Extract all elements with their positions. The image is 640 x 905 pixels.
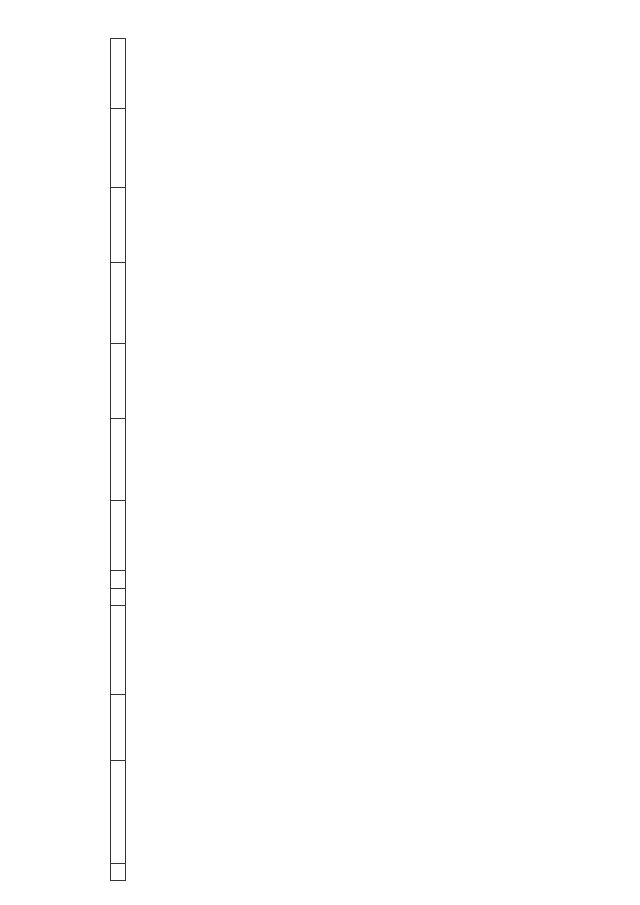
column-number-header (111, 571, 126, 588)
column-number-header (111, 761, 126, 864)
budget-table (110, 38, 126, 881)
column-number-header (111, 605, 126, 694)
column-number-header (111, 188, 126, 263)
column-number-header (111, 863, 126, 880)
column-number-header (111, 500, 126, 571)
column-number-header (111, 108, 126, 187)
column-number-header (111, 344, 126, 419)
column-number-header (111, 263, 126, 344)
table-rotated-container (110, 38, 599, 881)
column-number-header (111, 588, 126, 605)
header-row (111, 39, 126, 881)
column-number-header (111, 419, 126, 500)
column-number-header (111, 694, 126, 760)
column-number-header (111, 39, 126, 109)
